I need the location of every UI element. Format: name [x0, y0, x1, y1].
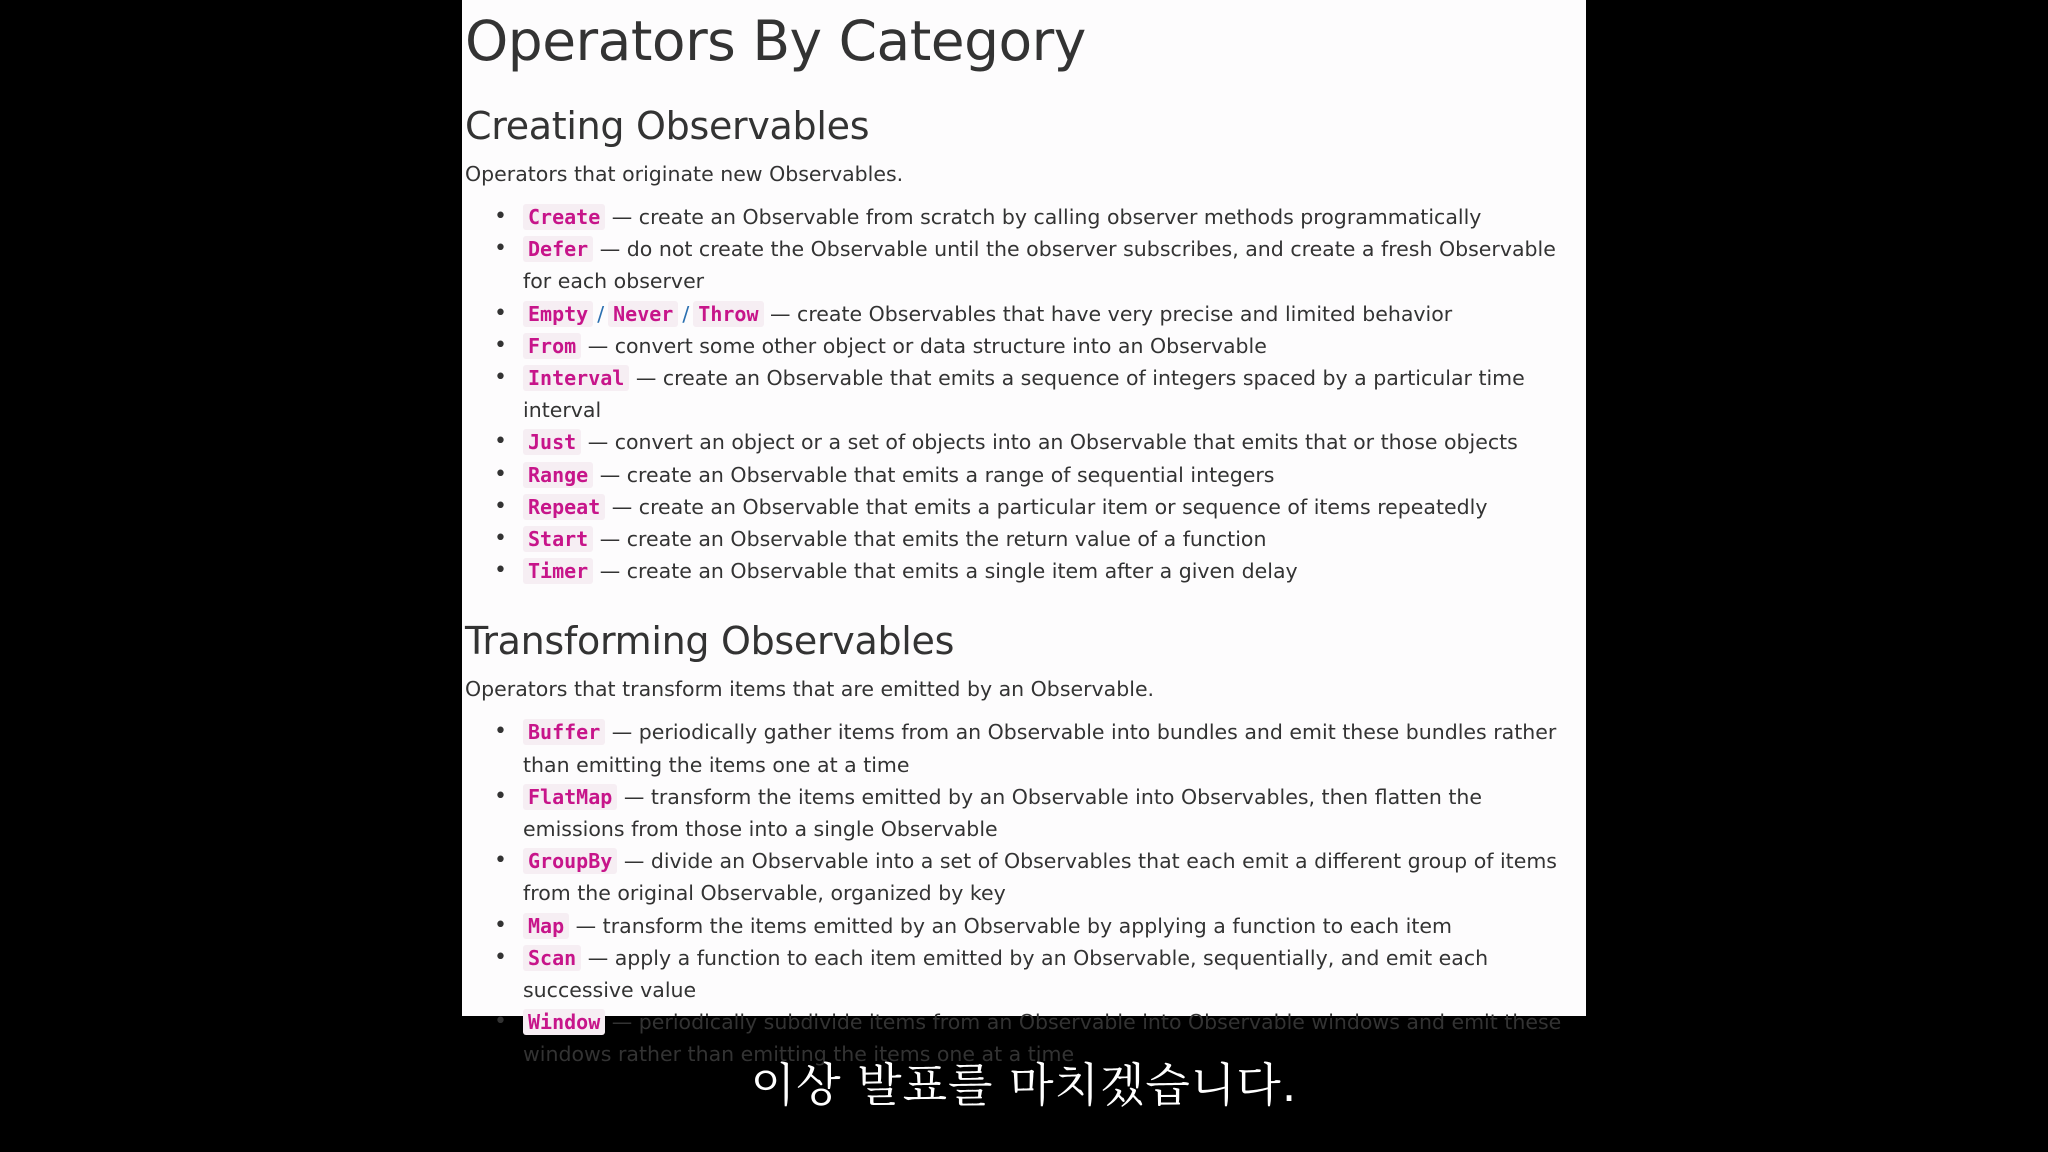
operator-list-item	[494, 362, 1575, 426]
operator-description: — create an Observable that emits a sequence of integers spaced by a particular time interval	[523, 366, 1525, 423]
webpage-screen	[462, 0, 1586, 1067]
operator-link-empty[interactable]: Empty	[523, 301, 593, 327]
section-heading-transforming: Transforming Observables	[465, 619, 955, 664]
operator-link-create[interactable]: Create	[523, 204, 605, 230]
bullet-icon: •	[494, 783, 507, 809]
operator-list-item	[494, 426, 1575, 458]
section-intro-transforming: Operators that transform items that are emitted by an Observable.	[465, 677, 1155, 702]
operator-separator: /	[597, 301, 605, 326]
operator-link-interval[interactable]: Interval	[523, 365, 629, 391]
operator-description: — apply a function to each item emitted by an Observable, sequentially, and emit each successive value	[523, 945, 1489, 1003]
operator-description: — divide an Observable into a set of Observables that each emit a different group of items from the original Observable, organized by key	[523, 849, 1557, 906]
bullet-icon: •	[494, 493, 507, 519]
bullet-icon: •	[494, 912, 507, 938]
operator-list-item	[494, 233, 1575, 297]
operator-description: — transform the items emitted by an Observable into Observables, then flatten the emissions from those into a single Observable	[523, 784, 1483, 842]
operator-description: — periodically gather items from an Observable into bundles and emit these bundles rather than emitting the items one at a time	[523, 720, 1557, 777]
operator-list-item	[494, 845, 1575, 909]
operator-description: — periodically subdivide items from an Observable into Observable windows and emit these windows rather than emitting the items one at a time	[523, 1010, 1562, 1067]
operator-link-window[interactable]: Window	[523, 1009, 605, 1035]
operator-list-item	[494, 330, 1575, 362]
operator-link-defer[interactable]: Defer	[523, 236, 593, 262]
section-intro-creating: Operators that originate new Observables.	[465, 162, 904, 186]
operator-link-timer[interactable]: Timer	[523, 558, 593, 584]
operator-list-item	[494, 459, 1575, 491]
operator-description: — convert some other object or data structure into an Observable	[587, 333, 1267, 358]
operator-list-item	[494, 910, 1575, 942]
page-title: Operators By Category	[465, 9, 1086, 73]
operator-list-item	[494, 201, 1575, 233]
operator-description: — create an Observable from scratch by calling observer methods programmatically	[611, 205, 1482, 229]
operator-list-item	[494, 942, 1575, 1006]
operator-list-creating	[465, 201, 1575, 587]
operator-list-item	[494, 781, 1575, 845]
operator-list-item	[494, 555, 1575, 587]
operator-description: — do not create the Observable until the observer subscribes, and create a fresh Observable for each observer	[523, 237, 1556, 294]
bullet-icon: •	[494, 332, 507, 358]
bullet-icon: •	[494, 204, 507, 229]
operator-list-item	[494, 523, 1575, 555]
operator-description: — create an Observable that emits a range of sequential integers	[599, 462, 1275, 487]
operator-list-item	[494, 716, 1575, 780]
bullet-icon: •	[494, 558, 507, 584]
bullet-icon: •	[494, 1009, 507, 1035]
operator-link-groupby[interactable]: GroupBy	[523, 848, 617, 874]
operator-link-flatmap[interactable]: FlatMap	[523, 784, 617, 810]
bullet-icon: •	[494, 461, 507, 487]
bullet-icon: •	[494, 848, 507, 874]
page-content	[465, 0, 1575, 1071]
operator-description: — create an Observable that emits a particular item or sequence of items repeatedly	[611, 494, 1488, 519]
operator-list-item	[494, 491, 1575, 523]
operator-link-just[interactable]: Just	[523, 429, 581, 455]
operator-link-never[interactable]: Never	[608, 301, 678, 327]
operator-link-range[interactable]: Range	[523, 462, 593, 488]
operator-description: — transform the items emitted by an Observable by applying a function to each item	[575, 913, 1452, 938]
bullet-icon: •	[494, 365, 507, 391]
operator-link-throw[interactable]: Throw	[693, 301, 763, 327]
operator-description: — create Observables that have very precise and limited behavior	[770, 301, 1453, 326]
operator-link-start[interactable]: Start	[523, 526, 593, 552]
operator-description: — create an Observable that emits a single item after a given delay	[599, 559, 1298, 584]
bullet-icon: •	[494, 300, 507, 326]
bullet-icon: •	[494, 429, 507, 455]
bullet-icon: •	[494, 944, 507, 970]
operator-link-from[interactable]: From	[523, 333, 581, 359]
video-subtitle: 이상 발표를 마치겠습니다.	[750, 1058, 1298, 1112]
operator-list-transforming	[465, 716, 1575, 1070]
operator-link-scan[interactable]: Scan	[523, 945, 581, 971]
operator-link-buffer[interactable]: Buffer	[523, 719, 605, 745]
bullet-icon: •	[494, 526, 507, 552]
operator-description: — convert an object or a set of objects into an Observable that emits that or those objects	[587, 430, 1518, 455]
bullet-icon: •	[494, 719, 507, 745]
bullet-icon: •	[494, 236, 507, 262]
section-heading-creating: Creating Observables	[465, 104, 870, 148]
operator-separator: /	[682, 301, 690, 326]
operator-description: — create an Observable that emits the return value of a function	[599, 527, 1267, 552]
operator-list-item	[494, 298, 1575, 330]
operator-link-repeat[interactable]: Repeat	[523, 494, 605, 520]
operator-link-map[interactable]: Map	[523, 913, 569, 939]
